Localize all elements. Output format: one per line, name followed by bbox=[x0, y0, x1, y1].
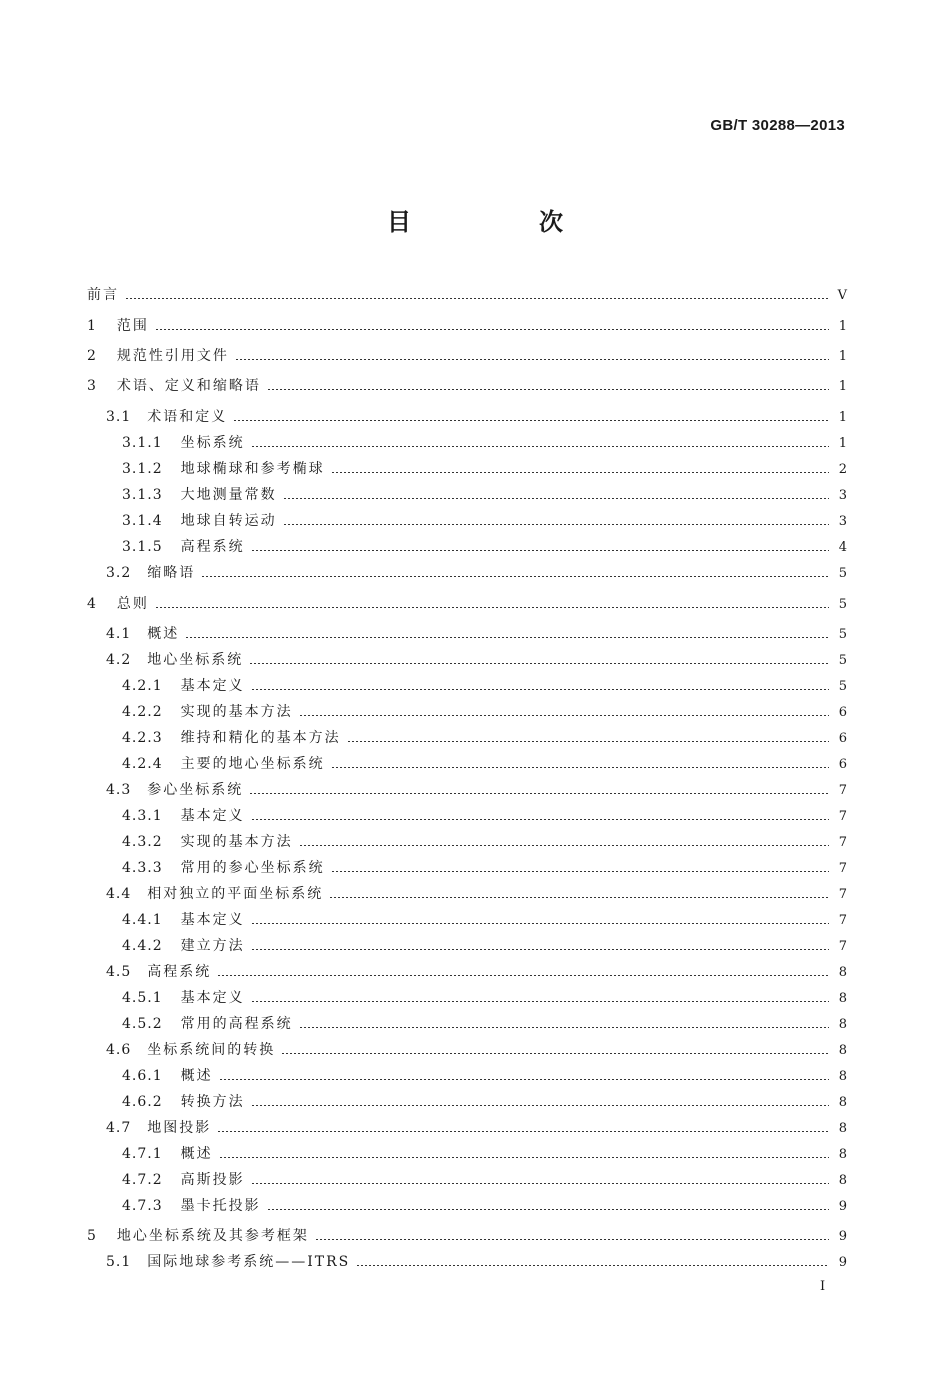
toc-dot-leader bbox=[251, 446, 829, 447]
toc-entry-label: 大地测量常数 bbox=[180, 487, 277, 503]
toc-entry bbox=[122, 702, 847, 722]
toc-dot-leader bbox=[251, 949, 829, 950]
toc-dot-leader bbox=[331, 871, 829, 872]
toc-entry bbox=[87, 346, 847, 366]
toc-entry bbox=[122, 485, 847, 505]
toc-entry-page: 7 bbox=[838, 939, 847, 954]
toc-entry-number: 3.1.2 bbox=[122, 461, 163, 477]
toc-entry-label: 地心坐标系统 bbox=[147, 652, 244, 668]
toc-dot-leader bbox=[299, 1027, 829, 1028]
toc-entry-number: 3.1.5 bbox=[122, 539, 163, 555]
toc-entry bbox=[106, 1252, 847, 1272]
toc-dot-leader bbox=[201, 576, 829, 577]
toc-entry-number: 3 bbox=[87, 378, 97, 394]
toc-entry bbox=[122, 858, 847, 878]
toc-entry-number: 4.7 bbox=[106, 1120, 132, 1136]
toc-entry-number: 4.7.1 bbox=[122, 1146, 163, 1162]
toc-entry-label: 前言 bbox=[87, 287, 119, 303]
toc-dot-leader bbox=[281, 1053, 829, 1054]
toc-entry-number: 4.5.2 bbox=[122, 1016, 163, 1032]
toc-dot-leader bbox=[233, 420, 829, 421]
toc-dot-leader bbox=[267, 1209, 829, 1210]
toc-dot-leader bbox=[331, 767, 829, 768]
toc-entry-number: 4.4 bbox=[106, 886, 132, 902]
toc-entry-label: 常用的高程系统 bbox=[180, 1016, 293, 1032]
toc-dot-leader bbox=[251, 923, 829, 924]
toc-entry-page: 8 bbox=[838, 1121, 847, 1136]
toc-dot-leader bbox=[331, 472, 829, 473]
toc-entry-page: 7 bbox=[838, 809, 847, 824]
toc-entry bbox=[106, 780, 847, 800]
toc-dot-leader bbox=[251, 550, 829, 551]
toc-dot-leader bbox=[219, 1157, 829, 1158]
toc-dot-leader bbox=[251, 819, 829, 820]
toc-dot-leader bbox=[251, 1105, 829, 1106]
toc-entry-label: 范围 bbox=[116, 318, 149, 334]
toc-entry-number: 4.7.2 bbox=[122, 1172, 163, 1188]
toc-entry-label: 概述 bbox=[180, 1146, 213, 1162]
toc-dot-leader bbox=[299, 715, 829, 716]
toc-entry-label: 术语和定义 bbox=[147, 409, 228, 425]
toc-entry bbox=[106, 407, 847, 427]
toc-entry-label: 转换方法 bbox=[180, 1094, 245, 1110]
toc-entry-page: 3 bbox=[838, 488, 847, 503]
toc-entry-number: 4.1 bbox=[106, 626, 132, 642]
toc-entry-label: 地球椭球和参考椭球 bbox=[180, 461, 325, 477]
toc-entry-page: 7 bbox=[838, 913, 847, 928]
toc-entry-page: 1 bbox=[838, 436, 847, 451]
toc-entry bbox=[122, 1170, 847, 1190]
toc-entry-label: 规范性引用文件 bbox=[116, 348, 229, 364]
toc-entry-page: 8 bbox=[838, 1069, 847, 1084]
toc-entry-label: 地球自转运动 bbox=[180, 513, 277, 529]
toc-entry-page: 3 bbox=[838, 514, 847, 529]
toc-dot-leader bbox=[251, 689, 829, 690]
toc-entry bbox=[106, 884, 847, 904]
toc-dot-leader bbox=[329, 897, 829, 898]
toc-entry bbox=[122, 1092, 847, 1112]
toc-entry bbox=[106, 563, 847, 583]
toc-entry-page: 8 bbox=[838, 1173, 847, 1188]
toc-entry-number: 4.4.1 bbox=[122, 912, 163, 928]
toc-entry bbox=[122, 936, 847, 956]
toc-entry-page: 6 bbox=[838, 757, 847, 772]
toc-entry-label: 基本定义 bbox=[180, 990, 245, 1006]
toc-entry-page: 8 bbox=[838, 1095, 847, 1110]
toc-entry-label: 地心坐标系统及其参考框架 bbox=[116, 1228, 309, 1244]
standard-code: GB/T 30288—2013 bbox=[710, 117, 845, 134]
toc-dot-leader bbox=[267, 389, 829, 390]
toc-dot-leader bbox=[217, 1131, 829, 1132]
toc-dot-leader bbox=[235, 359, 829, 360]
toc-entry-label: 基本定义 bbox=[180, 678, 245, 694]
toc-entry bbox=[87, 594, 847, 614]
toc-entry-page: 8 bbox=[838, 1043, 847, 1058]
toc-entry bbox=[122, 832, 847, 852]
toc-entry bbox=[122, 1144, 847, 1164]
page-title: 目 次 bbox=[387, 207, 615, 236]
toc-entry-page: 9 bbox=[838, 1229, 847, 1244]
toc-entry-label: 墨卡托投影 bbox=[180, 1198, 261, 1214]
toc-dot-leader bbox=[125, 298, 829, 299]
toc-entry bbox=[87, 376, 847, 396]
toc-dot-leader bbox=[283, 524, 829, 525]
toc-entry-number: 4.5 bbox=[106, 964, 132, 980]
toc-entry-number: 3.1.3 bbox=[122, 487, 163, 503]
toc-entry-page: 5 bbox=[838, 597, 847, 612]
toc-dot-leader bbox=[249, 663, 829, 664]
toc-entry bbox=[87, 316, 847, 336]
toc-entry-number: 4.5.1 bbox=[122, 990, 163, 1006]
toc-entry bbox=[122, 537, 847, 557]
toc-entry bbox=[122, 1014, 847, 1034]
toc-entry-label: 地图投影 bbox=[147, 1120, 212, 1136]
toc-entry-page: V bbox=[837, 288, 847, 303]
toc-dot-leader bbox=[155, 607, 829, 608]
toc-entry-label: 高程系统 bbox=[147, 964, 212, 980]
toc-entry-page: 7 bbox=[838, 783, 847, 798]
toc-entry-page: 7 bbox=[838, 861, 847, 876]
toc-entry-number: 4.3.2 bbox=[122, 834, 163, 850]
toc-entry-number: 3.2 bbox=[106, 565, 132, 581]
toc-dot-leader bbox=[315, 1239, 829, 1240]
toc-entry-number: 3.1.1 bbox=[122, 435, 163, 451]
toc-entry bbox=[87, 1226, 847, 1246]
toc-entry bbox=[106, 1118, 847, 1138]
toc-entry bbox=[122, 1196, 847, 1216]
toc-entry-page: 6 bbox=[838, 705, 847, 720]
toc-entry-label: 国际地球参考系统——ITRS bbox=[147, 1254, 351, 1270]
toc-entry-number: 4.3.1 bbox=[122, 808, 163, 824]
toc-entry-label: 相对独立的平面坐标系统 bbox=[147, 886, 324, 902]
toc-entry-page: 4 bbox=[838, 540, 847, 555]
toc-entry-label: 常用的参心坐标系统 bbox=[180, 860, 325, 876]
toc-dot-leader bbox=[283, 498, 829, 499]
toc-entry bbox=[122, 459, 847, 479]
toc-dot-leader bbox=[219, 1079, 829, 1080]
toc-entry bbox=[122, 511, 847, 531]
toc-entry-number: 1 bbox=[87, 318, 97, 334]
toc-entry-label: 缩略语 bbox=[147, 565, 196, 581]
toc-entry-label: 术语、定义和缩略语 bbox=[116, 378, 261, 394]
toc-entry bbox=[87, 285, 847, 305]
toc-entry-label: 概述 bbox=[180, 1068, 213, 1084]
toc-entry-number: 4.3.3 bbox=[122, 860, 163, 876]
toc-entry-number: 4.3 bbox=[106, 782, 132, 798]
toc-entry-page: 5 bbox=[838, 653, 847, 668]
toc-entry-page: 5 bbox=[838, 679, 847, 694]
toc-dot-leader bbox=[251, 1001, 829, 1002]
toc-entry-label: 概述 bbox=[147, 626, 180, 642]
toc-entry-number: 4.7.3 bbox=[122, 1198, 163, 1214]
toc-entry-label: 主要的地心坐标系统 bbox=[180, 756, 325, 772]
toc-entry-page: 5 bbox=[838, 627, 847, 642]
toc-entry-page: 8 bbox=[838, 1017, 847, 1032]
toc-entry-page: 1 bbox=[838, 349, 847, 364]
toc-entry-page: 8 bbox=[838, 991, 847, 1006]
toc-entry-label: 高程系统 bbox=[180, 539, 245, 555]
toc-entry-page: 1 bbox=[838, 319, 847, 334]
toc-entry bbox=[106, 1040, 847, 1060]
toc-entry-page: 6 bbox=[838, 731, 847, 746]
toc-entry bbox=[106, 962, 847, 982]
toc-entry-page: 9 bbox=[838, 1255, 847, 1270]
toc-entry bbox=[122, 754, 847, 774]
toc-entry-page: 8 bbox=[838, 965, 847, 980]
toc-dot-leader bbox=[155, 329, 829, 330]
toc-entry-page: 7 bbox=[838, 835, 847, 850]
toc-entry-label: 基本定义 bbox=[180, 912, 245, 928]
toc-entry bbox=[122, 1066, 847, 1086]
toc-entry bbox=[122, 728, 847, 748]
toc-entry-number: 3.1.4 bbox=[122, 513, 163, 529]
toc-entry-number: 4.6.2 bbox=[122, 1094, 163, 1110]
toc-entry-label: 实现的基本方法 bbox=[180, 704, 293, 720]
toc-entry-number: 3.1 bbox=[106, 409, 132, 425]
toc-entry bbox=[122, 806, 847, 826]
toc-entry-number: 4 bbox=[87, 596, 97, 612]
toc-dot-leader bbox=[185, 637, 829, 638]
toc-entry-number: 4.2.1 bbox=[122, 678, 163, 694]
toc-entry-number: 5.1 bbox=[106, 1254, 132, 1270]
toc-entry-page: 5 bbox=[838, 566, 847, 581]
toc-entry-label: 维持和精化的基本方法 bbox=[180, 730, 341, 746]
toc-entry-number: 5 bbox=[87, 1228, 97, 1244]
toc-entry bbox=[122, 910, 847, 930]
toc-entry-label: 基本定义 bbox=[180, 808, 245, 824]
toc-entry-label: 高斯投影 bbox=[180, 1172, 245, 1188]
toc-entry bbox=[122, 676, 847, 696]
toc-entry-label: 参心坐标系统 bbox=[147, 782, 244, 798]
toc-entry-page: 8 bbox=[838, 1147, 847, 1162]
toc-entry bbox=[106, 624, 847, 644]
toc-entry-number: 4.2.4 bbox=[122, 756, 163, 772]
toc-entry bbox=[122, 433, 847, 453]
toc-entry-number: 2 bbox=[87, 348, 97, 364]
toc-entry-label: 坐标系统间的转换 bbox=[147, 1042, 276, 1058]
toc-entry bbox=[122, 988, 847, 1008]
toc-dot-leader bbox=[251, 1183, 829, 1184]
toc-entry-page: 7 bbox=[838, 887, 847, 902]
toc-entry-number: 4.2 bbox=[106, 652, 132, 668]
toc-dot-leader bbox=[299, 845, 829, 846]
toc-entry-number: 4.4.2 bbox=[122, 938, 163, 954]
toc-entry-page: 2 bbox=[838, 462, 847, 477]
toc-entry-label: 实现的基本方法 bbox=[180, 834, 293, 850]
toc-entry bbox=[106, 650, 847, 670]
toc-entry-page: 1 bbox=[838, 410, 847, 425]
toc-entry-number: 4.6 bbox=[106, 1042, 132, 1058]
toc-entry-number: 4.6.1 bbox=[122, 1068, 163, 1084]
toc-entry-label: 总则 bbox=[116, 596, 149, 612]
toc-entry-label: 建立方法 bbox=[180, 938, 245, 954]
toc-entry-number: 4.2.2 bbox=[122, 704, 163, 720]
toc-dot-leader bbox=[217, 975, 829, 976]
toc-dot-leader bbox=[249, 793, 829, 794]
toc-dot-leader bbox=[347, 741, 829, 742]
toc-dot-leader bbox=[356, 1265, 829, 1266]
toc-entry-page: 1 bbox=[838, 379, 847, 394]
toc-entry-page: 9 bbox=[838, 1199, 847, 1214]
page-number: I bbox=[820, 1279, 826, 1294]
toc-entry-label: 坐标系统 bbox=[180, 435, 245, 451]
toc-entry-number: 4.2.3 bbox=[122, 730, 163, 746]
